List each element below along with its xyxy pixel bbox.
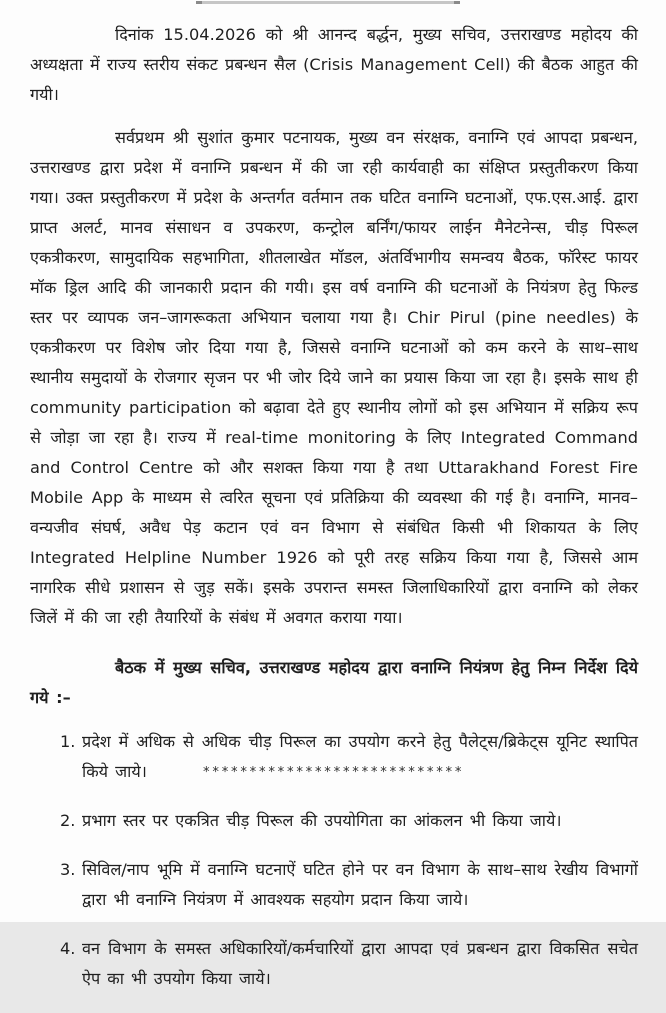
- asterisk-separator: ****************************: [202, 765, 464, 780]
- paragraph-presentation-summary: सर्वप्रथम श्री सुशांत कुमार पटनायक, मुख्य वन संरक्षक, वनाग्नि एवं आपदा प्रबन्धन, उत्तराखण्ड द्वारा प्रदेश में वनाग्नि प्रबन्धन में की जा रही कार्यवाही का संक्षिप्त प्रस्तुतीकरण किया गया। उक्त प्रस्तुतीकरण में प्रदेश के अन्तर्गत वर्तमान तक घटित वनाग्नि घटनाओं, एफ.एस.आई. द्वारा प्राप्त अलर्ट, मानव संसाधन व उपकरण, कन्ट्रोल बर्निंग/फायर लाईन मैनेटनेन्स, चीड़ पिरूल एकत्रीकरण, सामुदायिक सहभागिता, शीतलाखेत मॉडल, अंतर्विभागीय समन्वय बैठक, फॉरेस्ट फायर मॉक ड्रिल आदि की जानकारी प्रदान की गयी। इस वर्ष वनाग्नि की घटनाओं के नियंत्रण हेतु फिल्ड स्तर पर व्यापक जन–जागरूकता अभियान चलाया गया है। Chir Pirul (pine needles) के एकत्रीकरण पर विशेष जोर दिया गया है, जिससे वनाग्नि घटनाओं को कम करने के साथ–साथ स्थानीय समुदायों के रोजगार सृजन पर भी जोर दिये जाने का प्रयास किया जा रहा है। इसके साथ ही community participation को बढ़ावा देते हुए स्थानीय लोगों को इस अभियान में सक्रिय रूप से जोड़ा जा रहा है। राज्य में real-time monitoring के लिए Integrated Command and Control Centre को और सशक्त किया गया है तथा Uttarakhand Forest Fire Mobile App के माध्यम से त्वरित सूचना एवं प्रतिक्रिया की व्यवस्था की गई है। वनाग्नि, मानव–वन्यजीव संघर्ष, अवैध पेड़ कटान एवं वन विभाग से संबंधित किसी भी शिकायत के लिए Integrated Helpline Number 1926 को पूरी तरह सक्रिय किया गया है, जिससे आम नागरिक सीधे प्रशासन से जुड़ सकें। इसके उपरान्त समस्त जिलाधिकारियों द्वारा वनाग्नि को लेकर जिलें में की जा रही तैयारियों के संबंध में अवगत कराया गया।: [30, 128, 638, 627]
- directive-item-4: [60, 934, 638, 994]
- directive-item-2: [60, 806, 638, 836]
- directive-text: सिविल/नाप भूमि में वनाग्नि घटनाऐं घटित होने पर वन विभाग के साथ–साथ रेखीय विभागों द्वारा भी वनाग्नि नियंत्रण में आवश्यक सहयोग प्रदान किया जाये।: [82, 860, 638, 909]
- directive-number: 2.: [60, 811, 76, 830]
- directive-item-3: [60, 855, 638, 915]
- paragraph-meeting-intro: दिनांक 15.04.2026 को श्री आनन्द बर्द्धन, मुख्य सचिव, उत्तराखण्ड महोदय की अध्यक्षता में राज्य स्तरीय संकट प्रबन्धन सैल (Crisis Management Cell) की बैठक आहुत की गयी।: [30, 25, 638, 104]
- directives-heading: बैठक में मुख्य सचिव, उत्तराखण्ड महोदय द्वारा वनाग्नि नियंत्रण हेतु निम्न निर्देश दिये गये :–: [30, 658, 638, 707]
- directive-number: 1.: [60, 732, 76, 751]
- header-box-crop-line: [196, 1, 460, 4]
- directive-text: प्रदेश में अधिक से अधिक चीड़ पिरूल का उपयोग करने हेतु पैलेट्स/ब्रिकेट्स यूनिट स्थापित किये जाये।: [82, 732, 638, 781]
- directive-text: प्रभाग स्तर पर एकत्रित चीड़ पिरूल की उपयोगिता का आंकलन भी किया जाये।: [82, 811, 562, 830]
- document-body: [30, 20, 638, 1013]
- directive-number: 3.: [60, 860, 76, 879]
- directive-text: वन विभाग के समस्त अधिकारियों/कर्मचारियों द्वारा आपदा एवं प्रबन्धन द्वारा विकसित सचेत ऐप का भी उपयोग किया जाये।: [82, 939, 638, 988]
- directive-number: 4.: [60, 939, 76, 958]
